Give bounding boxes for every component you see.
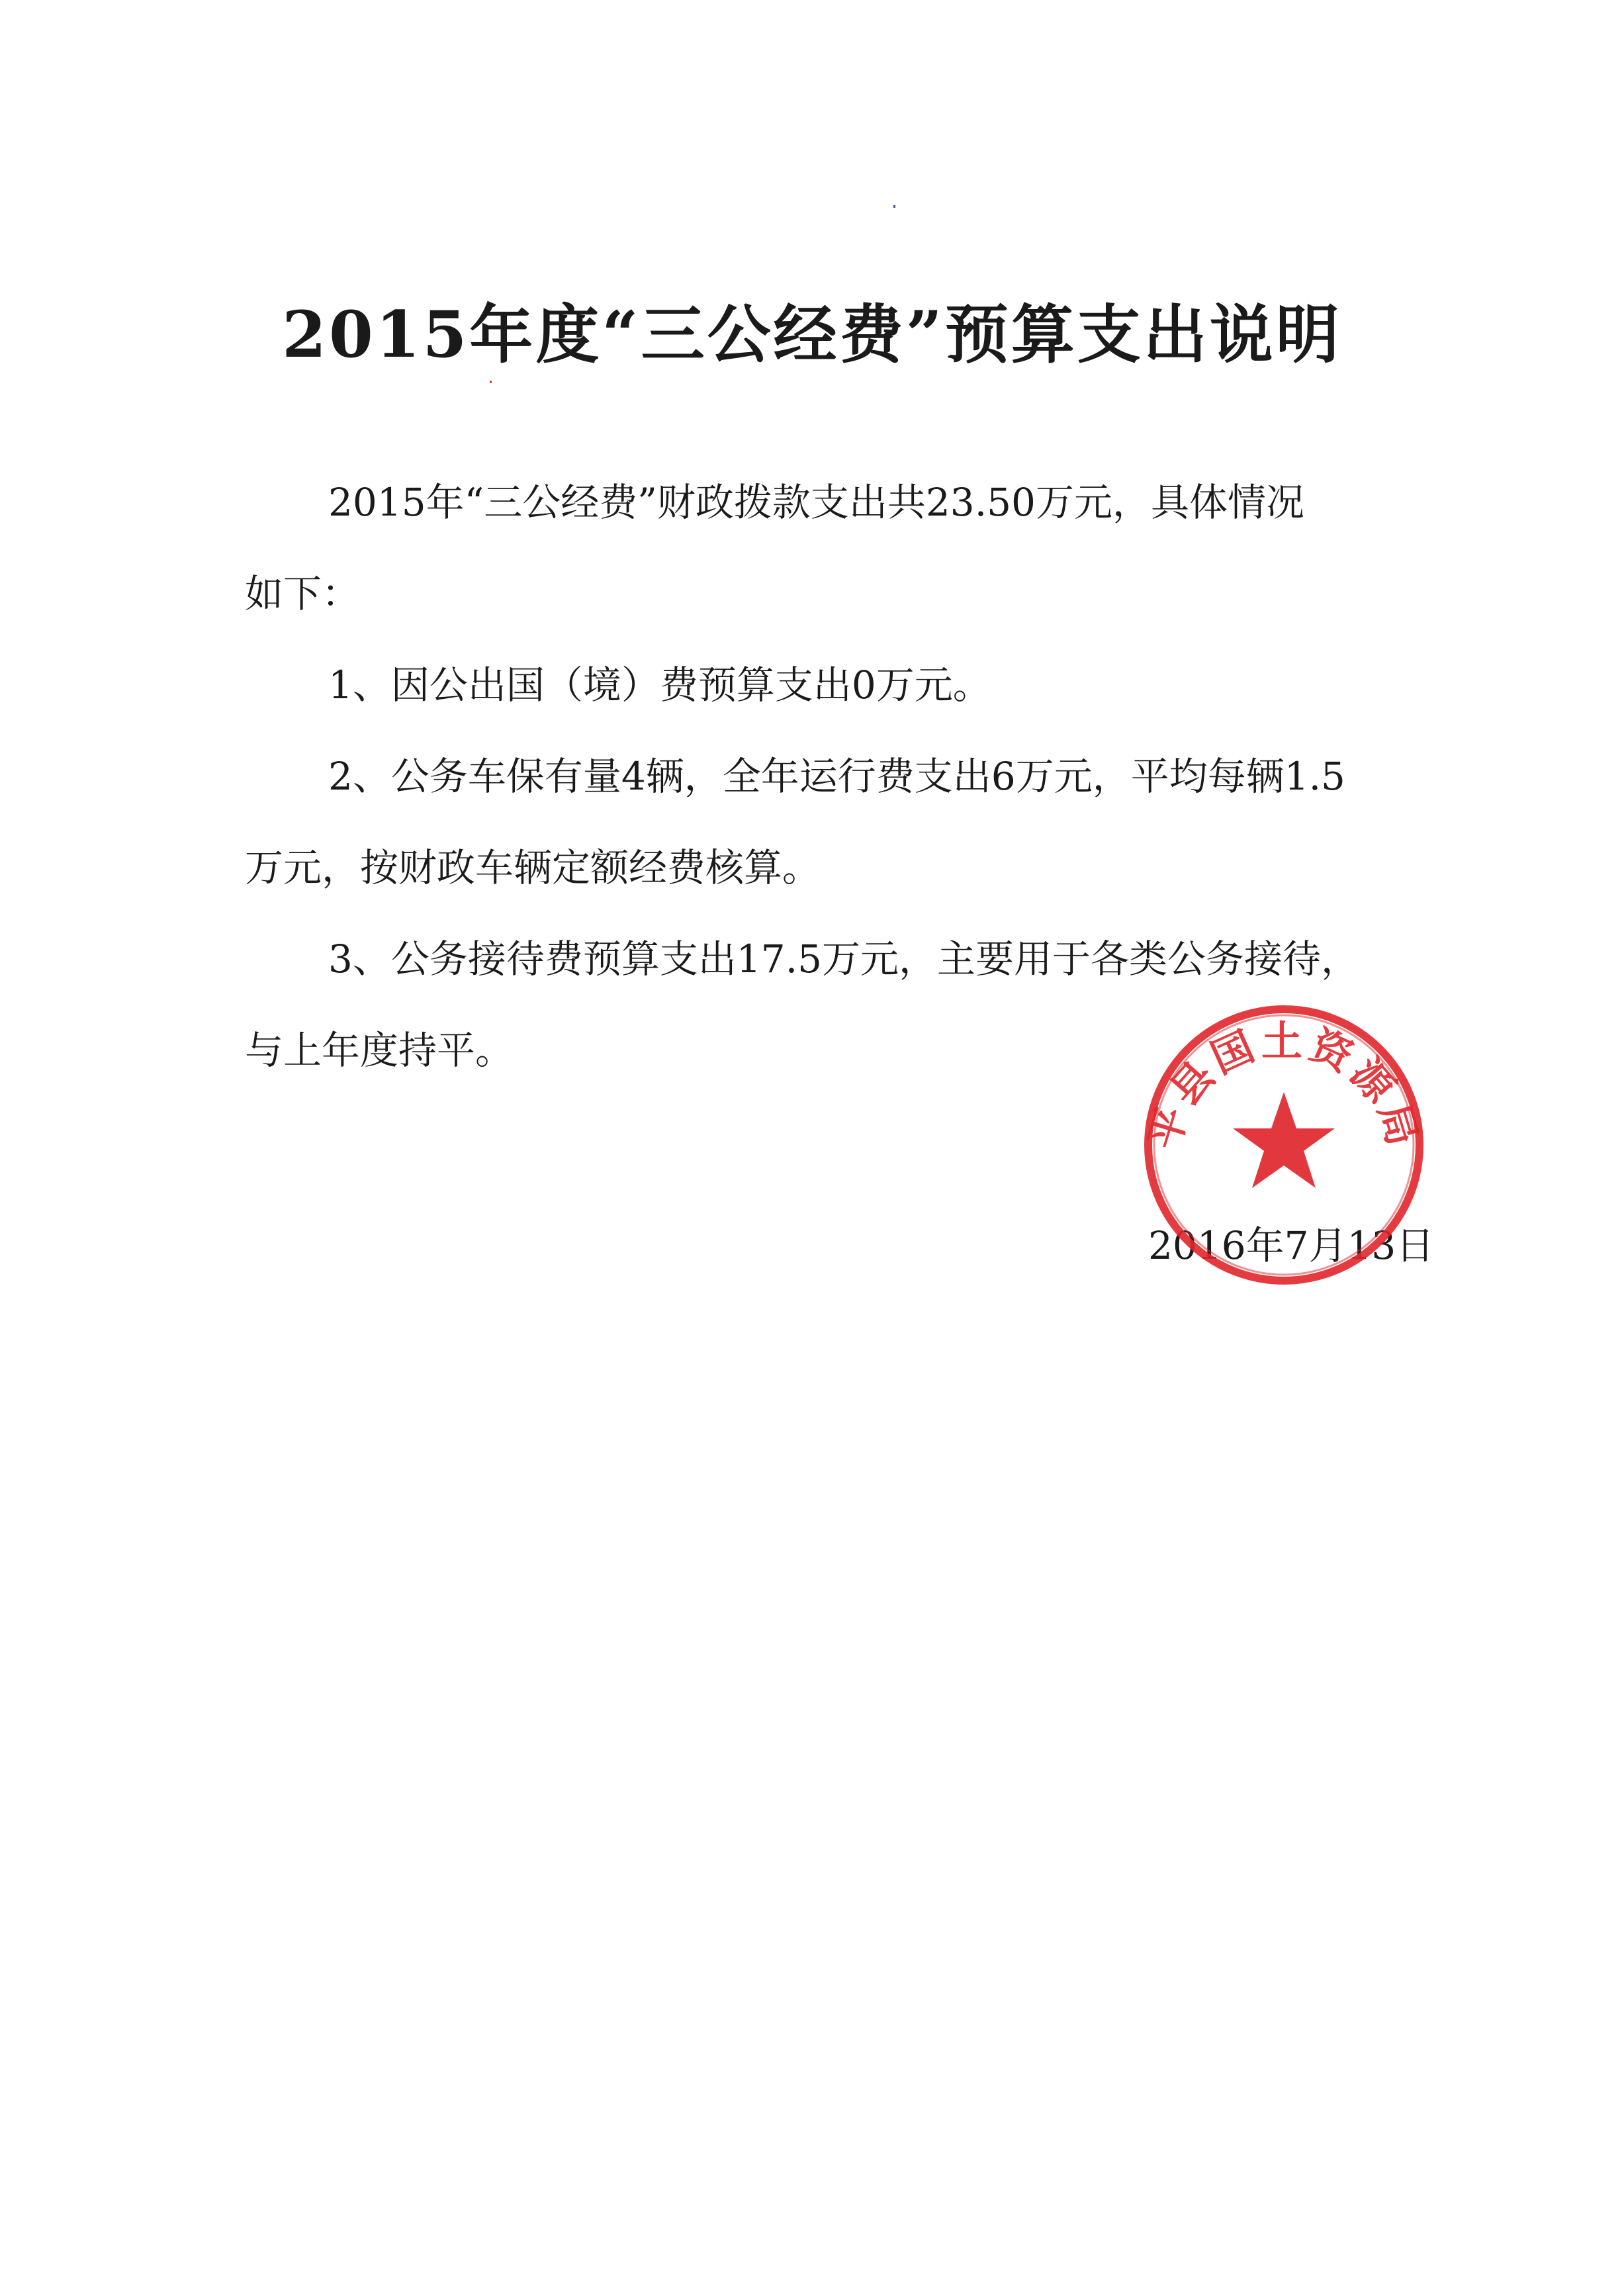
scan-speck <box>893 205 895 208</box>
intro-line-2: 如下： <box>245 571 361 616</box>
item-1-paragraph <box>245 639 1410 731</box>
document-title: 2015年度“三公经费”预算支出说明 <box>282 297 1342 372</box>
star-icon <box>1233 1092 1335 1188</box>
item-2-paragraph <box>245 731 1410 913</box>
scan-speck <box>490 381 492 383</box>
item-3-line-1: 3、公务接待费预算支出17.5万元，主要用于各类公务接待， <box>328 936 1360 981</box>
document-date: 2016年7月13日 <box>1148 1223 1435 1268</box>
item-2-line-1: 2、公务车保有量4辆，全年运行费支出6万元，平均每辆1.5 <box>328 754 1345 799</box>
intro-paragraph <box>245 457 1410 639</box>
item-1-text: 1、因公出国（境）费预算支出0万元。 <box>328 662 991 707</box>
seal-text: 平县国土资源局 <box>1139 1017 1429 1155</box>
item-2-line-2: 万元，按财政车辆定额经费核算。 <box>245 845 821 890</box>
official-seal <box>1138 999 1429 1291</box>
intro-line-1: 2015年“三公经费”财政拨款支出共23.50万元，具体情况 <box>328 480 1304 525</box>
item-3-line-2: 与上年度持平。 <box>245 1028 514 1073</box>
